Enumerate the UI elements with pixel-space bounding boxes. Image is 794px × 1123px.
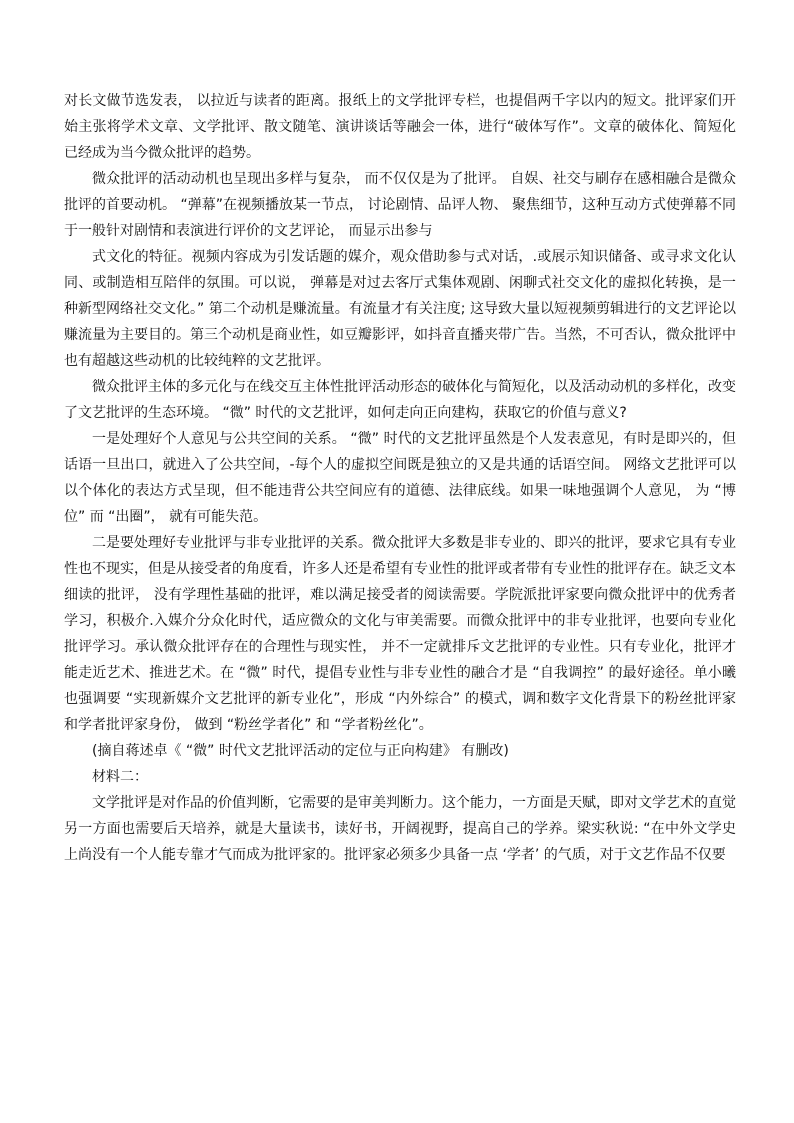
paragraph-6: 二是要处理好专业批评与非专业批评的关系。微众批评大多数是非专业的、即兴的批评，要求它具有专业性也不现实，但是从接受者的角度看，许多人还是希望有专业性的批评或者带有专业性的批评存在。缺乏文本细读的批评， 没有学理性基础的批评，难以满足接受者的阅读需要。学院派批评家要向微众批评中的优秀者学习，积极介.入媒介分众化时代，适应微众的文化与审美需要。而微众批评中的非专业批评，也要向专业化批评学习。承认微众批评存在的合理性与现实性， 并不一定就排斥文艺批评的专业性。只有专业化，批评才能走近艺术、推进艺术。在 “微” 时代，提倡专业性与非专业性的融合才是 “自我调控” 的最好途径。单小曦也强调要 “实现新媒介文艺批评的新专业化”，形成 “内外综合” 的模式，调和数字文化背景下的粉丝批评家和学者批评家身份， 做到 “粉丝学者化” 和 “学者粉丝化”。: [64, 535, 736, 733]
paragraph-4: 微众批评主体的多元化与在线交互主体性批评活动形态的破体化与简短化，以及活动动机的多样化，改变了文艺批评的生态环境。 “微” 时代的文艺批评，如何走向正向建构，获取它的价值与意义?: [64, 379, 736, 421]
material-two-heading: 材料二：: [92, 769, 148, 785]
paragraph-5: 一是处理好个人意见与公共空间的关系。 “微” 时代的文艺批评虽然是个人发表意见，有时是即兴的，但话语一旦出口，就进入了公共空间，-每个人的虚拟空间既是独立的又是共通的话语空间。 网络文艺批评可以以个体化的表达方式呈现，但不能违背公共空间应有的道德、法律底线。如果一味地强调个人意见， 为 “博位” 而 “出圈”， 就有可能失范。: [64, 431, 736, 525]
paragraph-2: 微众批评的活动动机也呈现出多样与复杂， 而不仅仅是为了批评。 自娱、社交与刷存在感相融合是微众批评的首要动机。 “弹幕”在视频播放某一节点， 讨论剧情、品评人物、 聚焦细节，这种互动方式使弹幕不同于一般针对剧情和表演进行评价的文艺评论， 而显示出参与: [64, 171, 736, 239]
paragraph-7: 文学批评是对作品的价值判断，它需要的是审美判断力。这个能力，一方面是天赋，即对文学艺术的直觉另一方面也需要后天培养，就是大量读书，读好书，开阔视野，提高自己的学养。梁实秋说: “在中外文学史上尚没有一个人能专靠才气而成为批评家的。批评家必须多少具备一点 ‘学者’ 的气质，对于文艺作品不仅要: [64, 795, 736, 863]
document-page: [64, 88, 736, 868]
paragraph-1: 对长文做节选发表， 以拉近与读者的距离。报纸上的文学批评专栏，也提倡两千字以内的短文。批评家们开始主张将学术文章、文学批评、散文随笔、演讲谈话等融会一体，进行“破体写作”。文章的破体化、简短化已经成为当今微众批评的趋势。: [64, 93, 736, 161]
source-citation: (摘自蒋述卓《 “微” 时代文艺批评活动的定位与正向构建》 有删改): [92, 743, 509, 759]
paragraph-3: 式文化的特征。视频内容成为引发话题的媒介，观众借助参与式对话，.或展示知识储备、或寻求文化认同、或制造相互陪伴的氛围。可以说， 弹幕是对过去客厅式集体观剧、闲聊式社交文化的虚拟化转换，是一种新型网络社交文化。” 第二个动机是赚流量。有流量才有关注度; 这导致大量以短视频剪辑进行的文艺评论以赚流量为主要目的。第三个动机是商业性，如豆瓣影评，如抖音直播夹带广告。当然，不可否认，微众批评中也有超越这些动机的比较纯粹的文艺批评。: [64, 249, 736, 369]
